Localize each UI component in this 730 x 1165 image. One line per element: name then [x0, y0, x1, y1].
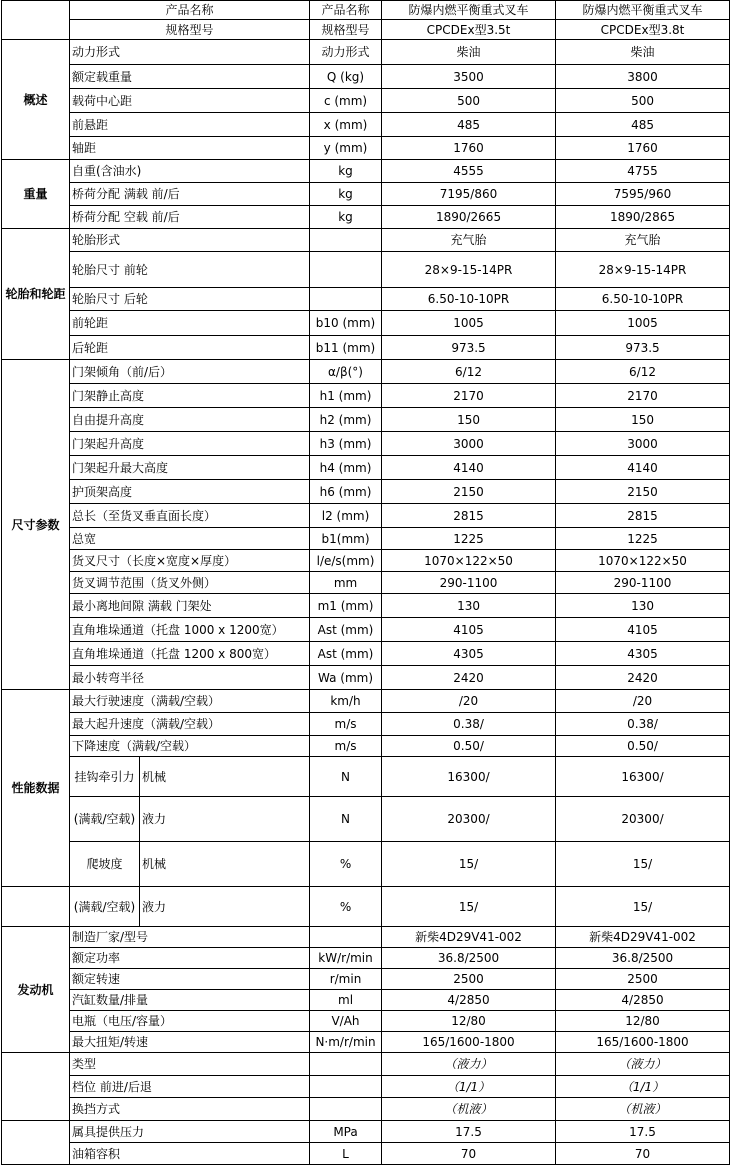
spec-value-b: 3000: [556, 432, 730, 456]
spec-value-a: 柴油: [382, 40, 556, 65]
spec-name: 自由提升高度: [70, 408, 310, 432]
spec-value-a: 1760: [382, 137, 556, 160]
loaded-label: (满载/空载): [70, 887, 140, 927]
spec-value-b: 500: [556, 89, 730, 113]
spec-value-b: 4305: [556, 642, 730, 666]
table-row: [2, 113, 730, 137]
table-row: [2, 1053, 730, 1076]
spec-unit: V/Ah: [310, 1011, 382, 1032]
spec-value-b: 15/: [556, 842, 730, 887]
spec-value-a: 6.50-10-10PR: [382, 288, 556, 311]
spec-unit: m/s: [310, 736, 382, 757]
spec-name: 最大扭矩/转速: [70, 1032, 310, 1053]
spec-value-a: 130: [382, 594, 556, 618]
table-row: [2, 666, 730, 690]
spec-name: 换挡方式: [70, 1098, 310, 1121]
spec-name: 自重(含油水): [70, 160, 310, 183]
table-row: [2, 927, 730, 948]
product-name-unit: 产品名称: [310, 1, 382, 20]
table-row: [2, 252, 730, 288]
spec-unit: r/min: [310, 969, 382, 990]
table-row: [2, 690, 730, 713]
spec-unit: [310, 927, 382, 948]
spec-value-b: 15/: [556, 887, 730, 927]
hyd-label: 液力: [140, 797, 310, 842]
spec-value-b: 2500: [556, 969, 730, 990]
spec-value-b: 2150: [556, 480, 730, 504]
spec-name: 桥荷分配 空载 前/后: [70, 206, 310, 229]
spec-name: 属具提供压力: [70, 1121, 310, 1143]
spec-name: 制造厂家/型号: [70, 927, 310, 948]
section-label-transmission: [2, 1053, 70, 1121]
section-label-weight: 重量: [2, 160, 70, 229]
spec-value-b: 150: [556, 408, 730, 432]
table-row: [2, 65, 730, 89]
spec-value-a: 4140: [382, 456, 556, 480]
table-row: [2, 1076, 730, 1098]
corner-cell: [2, 1, 70, 40]
spec-unit: Ast (mm): [310, 642, 382, 666]
spec-value-a: 4555: [382, 160, 556, 183]
spec-value-b: 柴油: [556, 40, 730, 65]
spec-value-a: 36.8/2500: [382, 948, 556, 969]
spec-name: 货叉尺寸（长度×宽度×厚度）: [70, 550, 310, 572]
spec-name: 轮胎尺寸 前轮: [70, 252, 310, 288]
spec-value-a: 新柴4D29V41-002: [382, 927, 556, 948]
spec-unit: b11 (mm): [310, 336, 382, 360]
section-label-dimensions: 尺寸参数: [2, 360, 70, 690]
table-row: [2, 618, 730, 642]
spec-value-b: 1760: [556, 137, 730, 160]
spec-unit: N: [310, 797, 382, 842]
spec-unit: l2 (mm): [310, 504, 382, 528]
spec-name: 额定转速: [70, 969, 310, 990]
spec-value-b: 2420: [556, 666, 730, 690]
spec-value-b: 70: [556, 1143, 730, 1165]
spec-value-b: 6/12: [556, 360, 730, 384]
spec-unit: h1 (mm): [310, 384, 382, 408]
spec-name: 前悬距: [70, 113, 310, 137]
spec-unit: N: [310, 757, 382, 797]
spec-unit: Ast (mm): [310, 618, 382, 642]
spec-name: 前轮距: [70, 311, 310, 336]
spec-value-b: 2815: [556, 504, 730, 528]
spec-value-a: 20300/: [382, 797, 556, 842]
mech-label: 机械: [140, 757, 310, 797]
table-row: [2, 887, 730, 927]
spec-name: 最大行驶速度（满载/空载）: [70, 690, 310, 713]
table-row: [2, 504, 730, 528]
model-b-name: 防爆内燃平衡重式叉车: [556, 1, 730, 20]
spec-value-b: 3800: [556, 65, 730, 89]
spec-value-b: 973.5: [556, 336, 730, 360]
spec-unit: m1 (mm): [310, 594, 382, 618]
spec-value-a: （机液）: [382, 1098, 556, 1121]
spec-name: 门架倾角（前/后）: [70, 360, 310, 384]
loaded-label: (满载/空载): [70, 797, 140, 842]
spec-value-b: 20300/: [556, 797, 730, 842]
spec-name: 类型: [70, 1053, 310, 1076]
spec-value-a: 17.5: [382, 1121, 556, 1143]
table-row: [2, 336, 730, 360]
empty-category-cell: [2, 887, 70, 927]
spec-value-a: 4305: [382, 642, 556, 666]
spec-value-b: 4105: [556, 618, 730, 642]
table-row: [2, 456, 730, 480]
spec-value-a: 2170: [382, 384, 556, 408]
spec-unit: l/e/s(mm): [310, 550, 382, 572]
spec-value-b: 130: [556, 594, 730, 618]
spec-unit: kg: [310, 206, 382, 229]
spec-value-a: 2500: [382, 969, 556, 990]
spec-value-a: 3000: [382, 432, 556, 456]
table-row: [2, 713, 730, 736]
spec-value-b: 16300/: [556, 757, 730, 797]
spec-unit: [310, 1053, 382, 1076]
spec-model-unit: 规格型号: [310, 20, 382, 40]
table-row: [2, 480, 730, 504]
table-row: [2, 89, 730, 113]
spec-value-a: 3500: [382, 65, 556, 89]
section-label-other: [2, 1121, 70, 1165]
table-row: [2, 1098, 730, 1121]
spec-value-b: 36.8/2500: [556, 948, 730, 969]
table-row: [2, 642, 730, 666]
spec-value-b: 17.5: [556, 1121, 730, 1143]
spec-value-b: 165/1600-1800: [556, 1032, 730, 1053]
spec-value-a: 1005: [382, 311, 556, 336]
table-row: [2, 736, 730, 757]
spec-name: 轮胎形式: [70, 229, 310, 252]
spec-value-b: 0.38/: [556, 713, 730, 736]
spec-value-a: 1225: [382, 528, 556, 550]
spec-unit: [310, 229, 382, 252]
spec-unit: c (mm): [310, 89, 382, 113]
spec-value-a: /20: [382, 690, 556, 713]
table-row: [2, 20, 730, 40]
spec-value-a: 70: [382, 1143, 556, 1165]
spec-value-a: 0.38/: [382, 713, 556, 736]
section-label-engine: 发动机: [2, 927, 70, 1053]
table-row: [2, 206, 730, 229]
drawbar-label: 挂钩牵引力: [70, 757, 140, 797]
spec-unit: N·m/r/min: [310, 1032, 382, 1053]
spec-name: 桥荷分配 满载 前/后: [70, 183, 310, 206]
spec-name: 护顶架高度: [70, 480, 310, 504]
spec-value-b: 12/80: [556, 1011, 730, 1032]
spec-value-b: 1225: [556, 528, 730, 550]
spec-value-b: （机液）: [556, 1098, 730, 1121]
spec-value-b: 28×9-15-14PR: [556, 252, 730, 288]
spec-name: 下降速度（满载/空载）: [70, 736, 310, 757]
spec-value-a: 2815: [382, 504, 556, 528]
table-row: [2, 137, 730, 160]
section-label-tires: 轮胎和轮距: [2, 229, 70, 360]
spec-unit: MPa: [310, 1121, 382, 1143]
table-row: [2, 432, 730, 456]
table-row: [2, 229, 730, 252]
spec-value-b: 新柴4D29V41-002: [556, 927, 730, 948]
spec-value-a: 1070×122×50: [382, 550, 556, 572]
spec-unit: h4 (mm): [310, 456, 382, 480]
spec-value-b: 4140: [556, 456, 730, 480]
spec-name: 直角堆垛通道（托盘 1000 x 1200宽）: [70, 618, 310, 642]
spec-unit: mm: [310, 572, 382, 594]
table-row: [2, 757, 730, 797]
spec-unit: m/s: [310, 713, 382, 736]
spec-unit: b10 (mm): [310, 311, 382, 336]
spec-unit: Q (kg): [310, 65, 382, 89]
spec-value-a: 2150: [382, 480, 556, 504]
spec-value-a: 15/: [382, 887, 556, 927]
climb-label: 爬坡度: [70, 842, 140, 887]
table-row: [2, 183, 730, 206]
table-row: [2, 288, 730, 311]
spec-value-a: 500: [382, 89, 556, 113]
spec-unit: h6 (mm): [310, 480, 382, 504]
section-label-performance: 性能数据: [2, 690, 70, 887]
spec-value-a: 150: [382, 408, 556, 432]
spec-name: 门架静止高度: [70, 384, 310, 408]
spec-value-b: 4755: [556, 160, 730, 183]
spec-value-b: 1005: [556, 311, 730, 336]
spec-unit: %: [310, 842, 382, 887]
spec-unit: [310, 288, 382, 311]
product-name-label: 产品名称: [70, 1, 310, 20]
spec-model-label: 规格型号: [70, 20, 310, 40]
spec-value-a: 290-1100: [382, 572, 556, 594]
spec-name: 轴距: [70, 137, 310, 160]
spec-value-b: 290-1100: [556, 572, 730, 594]
spec-unit: %: [310, 887, 382, 927]
spec-value-b: 4/2850: [556, 990, 730, 1011]
table-row: [2, 40, 730, 65]
spec-value-b: 充气胎: [556, 229, 730, 252]
spec-unit: [310, 1076, 382, 1098]
spec-name: 动力形式: [70, 40, 310, 65]
spec-name: 额定载重量: [70, 65, 310, 89]
spec-value-a: 0.50/: [382, 736, 556, 757]
spec-name: 汽缸数量/排量: [70, 990, 310, 1011]
spec-value-a: 充气胎: [382, 229, 556, 252]
spec-unit: [310, 252, 382, 288]
spec-unit: ml: [310, 990, 382, 1011]
spec-value-b: 1890/2865: [556, 206, 730, 229]
spec-unit: [310, 1098, 382, 1121]
spec-name: 直角堆垛通道（托盘 1200 x 800宽）: [70, 642, 310, 666]
spec-value-b: 0.50/: [556, 736, 730, 757]
table-row: [2, 948, 730, 969]
table-row: [2, 842, 730, 887]
spec-unit: Wa (mm): [310, 666, 382, 690]
spec-name: 总长（至货叉垂直面长度）: [70, 504, 310, 528]
spec-value-b: 1070×122×50: [556, 550, 730, 572]
spec-unit: km/h: [310, 690, 382, 713]
table-row: [2, 1, 730, 20]
spec-value-b: （液力）: [556, 1053, 730, 1076]
table-row: [2, 550, 730, 572]
spec-value-a: 4/2850: [382, 990, 556, 1011]
spec-table: [1, 0, 730, 1165]
spec-value-a: 485: [382, 113, 556, 137]
spec-unit: h3 (mm): [310, 432, 382, 456]
spec-value-a: 1890/2665: [382, 206, 556, 229]
model-b-spec: CPCDEx型3.8t: [556, 20, 730, 40]
spec-name: 门架起升高度: [70, 432, 310, 456]
spec-unit: 动力形式: [310, 40, 382, 65]
model-a-name: 防爆内燃平衡重式叉车: [382, 1, 556, 20]
spec-name: 油箱容积: [70, 1143, 310, 1165]
spec-value-a: 6/12: [382, 360, 556, 384]
section-label-overview: 概述: [2, 40, 70, 160]
spec-unit: y (mm): [310, 137, 382, 160]
table-row: [2, 594, 730, 618]
spec-unit: b1(mm): [310, 528, 382, 550]
spec-value-b: 7595/960: [556, 183, 730, 206]
model-a-spec: CPCDEx型3.5t: [382, 20, 556, 40]
mech-label: 机械: [140, 842, 310, 887]
spec-value-a: 973.5: [382, 336, 556, 360]
spec-value-a: 7195/860: [382, 183, 556, 206]
spec-name: 档位 前进/后退: [70, 1076, 310, 1098]
spec-value-b: （1/1）: [556, 1076, 730, 1098]
spec-value-a: 28×9-15-14PR: [382, 252, 556, 288]
spec-unit: kg: [310, 160, 382, 183]
spec-name: 最大起升速度（满载/空载）: [70, 713, 310, 736]
spec-name: 总宽: [70, 528, 310, 550]
spec-value-a: 12/80: [382, 1011, 556, 1032]
table-row: [2, 990, 730, 1011]
spec-value-a: （液力）: [382, 1053, 556, 1076]
table-row: [2, 969, 730, 990]
spec-value-a: 4105: [382, 618, 556, 642]
table-row: [2, 1143, 730, 1165]
spec-value-a: 2420: [382, 666, 556, 690]
spec-value-b: /20: [556, 690, 730, 713]
spec-name: 电瓶（电压/容量）: [70, 1011, 310, 1032]
table-row: [2, 1011, 730, 1032]
spec-name: 轮胎尺寸 后轮: [70, 288, 310, 311]
spec-value-a: 165/1600-1800: [382, 1032, 556, 1053]
spec-name: 后轮距: [70, 336, 310, 360]
hyd-label: 液力: [140, 887, 310, 927]
spec-unit: h2 (mm): [310, 408, 382, 432]
table-row: [2, 797, 730, 842]
spec-unit: x (mm): [310, 113, 382, 137]
spec-value-b: 6.50-10-10PR: [556, 288, 730, 311]
spec-name: 门架起升最大高度: [70, 456, 310, 480]
spec-value-b: 485: [556, 113, 730, 137]
spec-value-a: 15/: [382, 842, 556, 887]
spec-unit: α/β(°): [310, 360, 382, 384]
spec-unit: kg: [310, 183, 382, 206]
table-row: [2, 311, 730, 336]
table-row: [2, 384, 730, 408]
spec-value-b: 2170: [556, 384, 730, 408]
table-row: [2, 160, 730, 183]
spec-unit: L: [310, 1143, 382, 1165]
table-row: [2, 1032, 730, 1053]
table-row: [2, 1121, 730, 1143]
spec-unit: kW/r/min: [310, 948, 382, 969]
table-row: [2, 408, 730, 432]
table-row: [2, 528, 730, 550]
spec-name: 最小转弯半径: [70, 666, 310, 690]
spec-value-a: 16300/: [382, 757, 556, 797]
spec-name: 额定功率: [70, 948, 310, 969]
table-row: [2, 360, 730, 384]
spec-name: 载荷中心距: [70, 89, 310, 113]
spec-value-a: （1/1）: [382, 1076, 556, 1098]
spec-name: 最小离地间隙 满载 门架处: [70, 594, 310, 618]
spec-name: 货叉调节范围（货叉外侧）: [70, 572, 310, 594]
table-row: [2, 572, 730, 594]
